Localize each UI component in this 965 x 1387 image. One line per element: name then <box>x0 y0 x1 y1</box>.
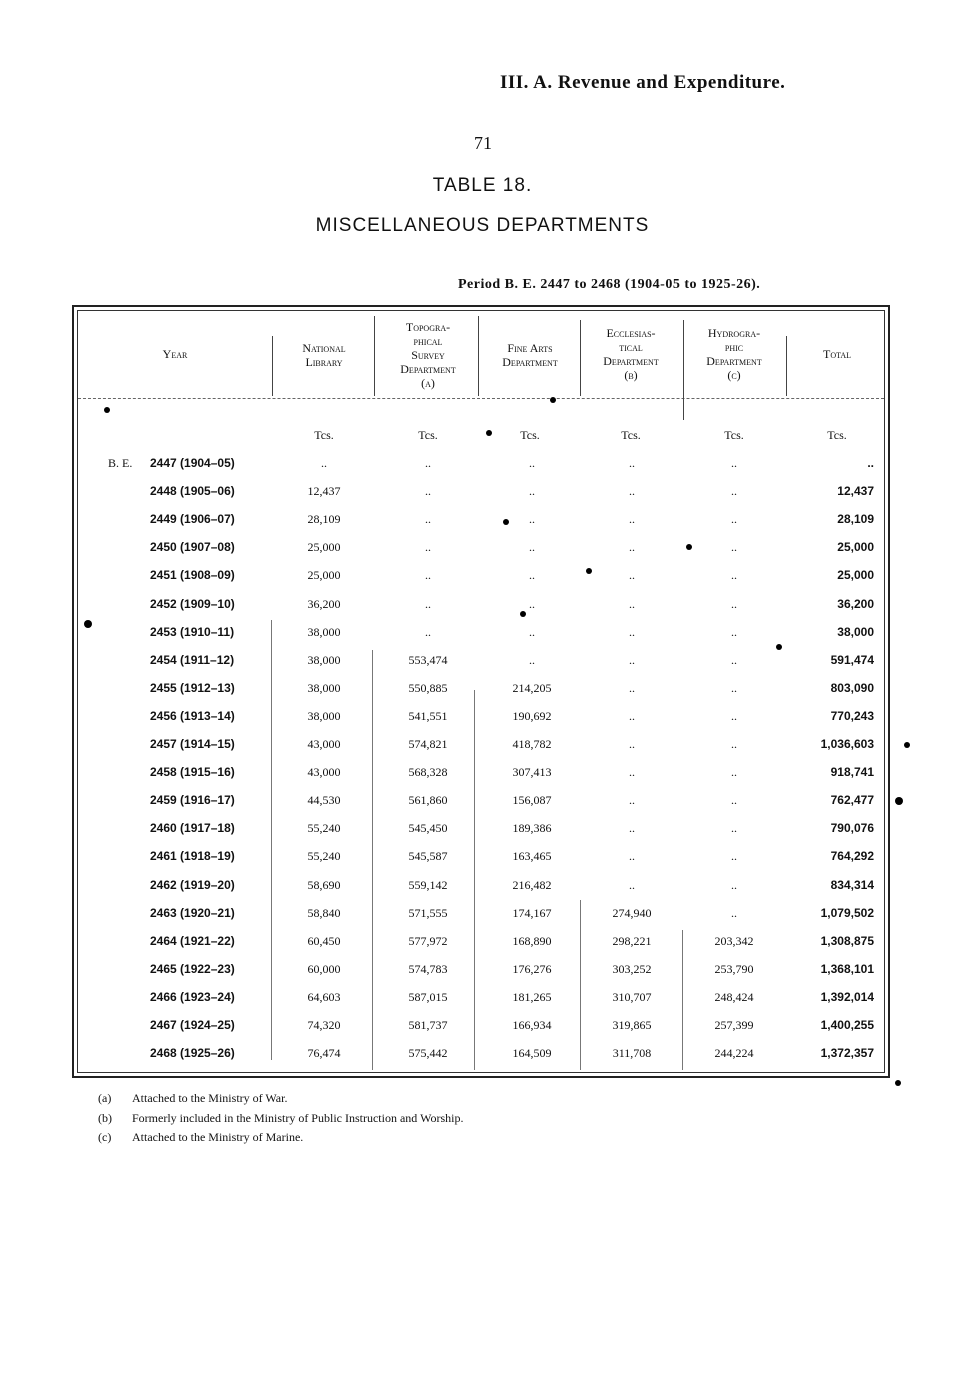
cell-total: 1,036,603 <box>820 737 874 751</box>
cell-fine-arts: 307,413 <box>512 765 552 779</box>
cell-library: 38,000 <box>307 625 341 639</box>
column-header-line: phic <box>724 340 744 354</box>
scan-speck <box>776 644 782 650</box>
unit-fine-arts: Tcs. <box>520 428 540 442</box>
cell-total: 25,000 <box>837 568 874 582</box>
cell-total: 38,000 <box>837 625 874 639</box>
cell-fine-arts: .. <box>529 625 535 639</box>
cell-library: 43,000 <box>307 765 341 779</box>
cell-library: 60,000 <box>307 962 341 976</box>
row-year: 2451 (1908–09) <box>150 568 235 582</box>
cell-hydro: .. <box>731 821 737 835</box>
footnote-c <box>98 1130 303 1145</box>
body-divider <box>682 930 683 1070</box>
cell-topo: 559,142 <box>408 878 448 892</box>
scan-speck <box>904 742 910 748</box>
cell-eccl: .. <box>629 568 635 582</box>
running-head: III. A. Revenue and Expenditure. <box>500 72 786 93</box>
cell-topo: .. <box>425 512 431 526</box>
cell-fine-arts: .. <box>529 484 535 498</box>
cell-eccl: .. <box>629 653 635 667</box>
row-year: 2455 (1912–13) <box>150 681 235 695</box>
cell-topo: .. <box>425 456 431 470</box>
cell-fine-arts: 164,509 <box>512 1046 552 1060</box>
cell-fine-arts: 166,934 <box>512 1018 552 1032</box>
body-divider <box>580 900 581 1070</box>
cell-total: 762,477 <box>830 793 874 807</box>
cell-eccl: .. <box>629 484 635 498</box>
cell-eccl: 310,707 <box>612 990 652 1004</box>
unit-total: Tcs. <box>827 428 847 442</box>
cell-eccl: .. <box>629 625 635 639</box>
column-header-hydrographic <box>684 326 784 382</box>
cell-eccl: 319,865 <box>612 1018 652 1032</box>
cell-hydro: .. <box>731 568 737 582</box>
cell-fine-arts: .. <box>529 456 535 470</box>
cell-fine-arts: 214,205 <box>512 681 552 695</box>
cell-topo: 571,555 <box>408 906 448 920</box>
cell-hydro: 203,342 <box>714 934 754 948</box>
cell-total: 12,437 <box>837 484 874 498</box>
cell-fine-arts: .. <box>529 512 535 526</box>
cell-library: 55,240 <box>307 849 341 863</box>
row-year: 2447 (1904–05) <box>150 456 235 470</box>
row-year: 2464 (1921–22) <box>150 934 235 948</box>
footnote-b <box>98 1111 463 1126</box>
cell-fine-arts: 176,276 <box>512 962 552 976</box>
cell-hydro: .. <box>731 709 737 723</box>
row-year: 2463 (1920–21) <box>150 906 235 920</box>
row-year: 2453 (1910–11) <box>150 625 235 639</box>
unit-ecclesiastical: Tcs. <box>621 428 641 442</box>
cell-topo: 550,885 <box>408 681 448 695</box>
cell-total: 790,076 <box>830 821 874 835</box>
cell-fine-arts: 216,482 <box>512 878 552 892</box>
cell-library: 64,603 <box>307 990 341 1004</box>
cell-eccl: .. <box>629 737 635 751</box>
cell-eccl: 303,252 <box>612 962 652 976</box>
cell-library: 38,000 <box>307 653 341 667</box>
cell-fine-arts: 168,890 <box>512 934 552 948</box>
cell-total: 1,368,101 <box>820 962 874 976</box>
cell-total: 28,109 <box>837 512 874 526</box>
cell-topo: .. <box>425 568 431 582</box>
scan-speck <box>550 397 556 403</box>
cell-library: 38,000 <box>307 709 341 723</box>
column-header-total <box>790 347 884 361</box>
column-header-line: tical <box>619 340 643 354</box>
scan-speck <box>520 611 526 617</box>
column-header-line: Year <box>162 347 188 361</box>
cell-library: 25,000 <box>307 568 341 582</box>
cell-hydro: .. <box>731 906 737 920</box>
header-rule <box>78 398 884 399</box>
cell-total: 770,243 <box>830 709 874 723</box>
cell-topo: 553,474 <box>408 653 448 667</box>
cell-library: .. <box>321 456 327 470</box>
cell-topo: .. <box>425 625 431 639</box>
cell-eccl: .. <box>629 793 635 807</box>
footnote-mark: (b) <box>98 1111 112 1125</box>
body-divider <box>474 690 475 1070</box>
cell-fine-arts: .. <box>529 540 535 554</box>
cell-total: 1,400,255 <box>820 1018 874 1032</box>
cell-fine-arts: 156,087 <box>512 793 552 807</box>
column-header-library <box>278 341 370 369</box>
cell-hydro: .. <box>731 484 737 498</box>
cell-library: 12,437 <box>307 484 341 498</box>
cell-eccl: .. <box>629 597 635 611</box>
footnote-mark: (c) <box>98 1130 112 1144</box>
cell-library: 43,000 <box>307 737 341 751</box>
cell-library: 74,320 <box>307 1018 341 1032</box>
cell-total: 1,079,502 <box>820 906 874 920</box>
column-header-line: phical <box>413 334 443 348</box>
cell-fine-arts: 190,692 <box>512 709 552 723</box>
column-header-line: Total <box>822 347 852 361</box>
header-divider <box>478 316 479 396</box>
cell-topo: 575,442 <box>408 1046 448 1060</box>
cell-library: 58,690 <box>307 878 341 892</box>
page-number: 71 <box>474 133 492 153</box>
footnote-mark: (a) <box>98 1091 112 1105</box>
scan-speck <box>895 797 903 805</box>
footnote-text: Attached to the Ministry of War. <box>132 1091 288 1105</box>
scan-speck <box>503 519 509 525</box>
cell-fine-arts: .. <box>529 568 535 582</box>
column-header-line: Survey <box>411 348 445 362</box>
header-divider <box>683 320 684 420</box>
table-number: TABLE 18. <box>432 175 533 196</box>
cell-fine-arts: .. <box>529 653 535 667</box>
cell-total: 36,200 <box>837 597 874 611</box>
cell-eccl: .. <box>629 540 635 554</box>
cell-eccl: 274,940 <box>612 906 652 920</box>
cell-eccl: .. <box>629 681 635 695</box>
row-year: 2460 (1917–18) <box>150 821 235 835</box>
row-year: 2462 (1919–20) <box>150 878 235 892</box>
cell-eccl: 298,221 <box>612 934 652 948</box>
cell-eccl: .. <box>629 512 635 526</box>
cell-hydro: .. <box>731 597 737 611</box>
header-divider <box>786 336 787 396</box>
cell-eccl: .. <box>629 821 635 835</box>
row-year: 2468 (1925–26) <box>150 1046 235 1060</box>
row-year: 2454 (1911–12) <box>150 653 235 667</box>
column-header-line: Library <box>305 355 343 369</box>
cell-topo: 577,972 <box>408 934 448 948</box>
row-year: 2452 (1909–10) <box>150 597 235 611</box>
cell-eccl: 311,708 <box>612 1046 652 1060</box>
unit-topographical: Tcs. <box>418 428 438 442</box>
row-year: 2448 (1905–06) <box>150 484 235 498</box>
cell-total: 1,372,357 <box>820 1046 874 1060</box>
row-year: 2466 (1923–24) <box>150 990 235 1004</box>
unit-library: Tcs. <box>314 428 334 442</box>
cell-topo: 587,015 <box>408 990 448 1004</box>
body-divider <box>372 650 373 1070</box>
cell-hydro: .. <box>731 653 737 667</box>
row-year: 2449 (1906–07) <box>150 512 235 526</box>
row-year: 2456 (1913–14) <box>150 709 235 723</box>
cell-eccl: .. <box>629 849 635 863</box>
cell-total: .. <box>867 456 874 470</box>
period-line: Period B. E. 2447 to 2468 (1904-05 to 1925-26). <box>458 277 761 292</box>
cell-total: 803,090 <box>830 681 874 695</box>
cell-topo: 545,587 <box>408 849 448 863</box>
table-title: MISCELLANEOUS DEPARTMENTS <box>315 215 650 236</box>
row-year: 2465 (1922–23) <box>150 962 235 976</box>
row-year: 2461 (1918–19) <box>150 849 235 863</box>
cell-topo: 581,737 <box>408 1018 448 1032</box>
cell-library: 38,000 <box>307 681 341 695</box>
column-header-topographical <box>376 320 480 390</box>
header-divider <box>580 320 581 396</box>
column-header-line: Topogra- <box>405 320 451 334</box>
column-header-line: Fine Arts <box>507 341 553 355</box>
column-header-line: Ecclesias- <box>606 326 656 340</box>
column-header-fine-arts <box>480 341 580 369</box>
scan-speck <box>104 407 110 413</box>
column-header-line: Hydrogra- <box>707 326 761 340</box>
cell-topo: .. <box>425 597 431 611</box>
cell-eccl: .. <box>629 765 635 779</box>
row-year: 2458 (1915–16) <box>150 765 235 779</box>
cell-topo: 541,551 <box>408 709 448 723</box>
footnote-text: Attached to the Ministry of Marine. <box>132 1130 304 1144</box>
column-header-line: (c) <box>727 368 741 382</box>
cell-total: 918,741 <box>830 765 874 779</box>
header-divider <box>272 336 273 396</box>
cell-hydro: 244,224 <box>714 1046 754 1060</box>
cell-library: 25,000 <box>307 540 341 554</box>
cell-total: 25,000 <box>837 540 874 554</box>
column-header-line: Department <box>502 355 558 369</box>
cell-hydro: .. <box>731 512 737 526</box>
cell-eccl: .. <box>629 709 635 723</box>
cell-total: 834,314 <box>830 878 874 892</box>
header-divider <box>374 316 375 396</box>
cell-topo: 574,821 <box>408 737 448 751</box>
column-header-year <box>110 347 240 361</box>
row-year: 2450 (1907–08) <box>150 540 235 554</box>
scan-speck <box>84 620 92 628</box>
cell-hydro: .. <box>731 878 737 892</box>
cell-library: 28,109 <box>307 512 341 526</box>
cell-hydro: .. <box>731 793 737 807</box>
be-prefix: B. E. <box>108 456 133 470</box>
footnote-text: Formerly included in the Ministry of Public Instruction and Worship. <box>132 1111 464 1125</box>
cell-fine-arts: 174,167 <box>512 906 552 920</box>
row-year: 2467 (1924–25) <box>150 1018 235 1032</box>
cell-fine-arts: .. <box>529 597 535 611</box>
cell-hydro: .. <box>731 681 737 695</box>
cell-hydro: .. <box>731 456 737 470</box>
column-header-line: Department <box>400 362 456 376</box>
cell-total: 764,292 <box>830 849 874 863</box>
cell-fine-arts: 418,782 <box>512 737 552 751</box>
cell-hydro: 253,790 <box>714 962 754 976</box>
column-header-line: (a) <box>421 376 435 390</box>
footnote-a <box>98 1091 287 1106</box>
cell-library: 44,530 <box>307 793 341 807</box>
cell-library: 55,240 <box>307 821 341 835</box>
scan-speck <box>895 1080 901 1086</box>
column-header-line: National <box>302 341 346 355</box>
cell-library: 36,200 <box>307 597 341 611</box>
cell-topo: .. <box>425 540 431 554</box>
cell-fine-arts: 189,386 <box>512 821 552 835</box>
cell-library: 76,474 <box>307 1046 341 1060</box>
cell-topo: .. <box>425 484 431 498</box>
cell-hydro: 257,399 <box>714 1018 754 1032</box>
column-header-ecclesiastical <box>582 326 680 382</box>
cell-hydro: .. <box>731 540 737 554</box>
cell-topo: 561,860 <box>408 793 448 807</box>
cell-topo: 545,450 <box>408 821 448 835</box>
cell-total: 1,308,875 <box>820 934 874 948</box>
column-header-line: (b) <box>624 368 638 382</box>
cell-hydro: .. <box>731 625 737 639</box>
column-header-line: Department <box>603 354 659 368</box>
scan-speck <box>586 568 592 574</box>
cell-topo: 574,783 <box>408 962 448 976</box>
row-year: 2459 (1916–17) <box>150 793 235 807</box>
body-divider <box>271 620 272 1060</box>
cell-topo: 568,328 <box>408 765 448 779</box>
cell-hydro: .. <box>731 737 737 751</box>
cell-fine-arts: 181,265 <box>512 990 552 1004</box>
row-year: 2457 (1914–15) <box>150 737 235 751</box>
scan-speck <box>686 544 692 550</box>
scan-speck <box>486 430 492 436</box>
column-header-line: Department <box>706 354 762 368</box>
cell-total: 591,474 <box>830 653 874 667</box>
cell-hydro: 248,424 <box>714 990 754 1004</box>
unit-hydrographic: Tcs. <box>724 428 744 442</box>
cell-library: 58,840 <box>307 906 341 920</box>
cell-fine-arts: 163,465 <box>512 849 552 863</box>
cell-hydro: .. <box>731 849 737 863</box>
cell-total: 1,392,014 <box>820 990 874 1004</box>
cell-library: 60,450 <box>307 934 341 948</box>
cell-eccl: .. <box>629 878 635 892</box>
cell-eccl: .. <box>629 456 635 470</box>
cell-hydro: .. <box>731 765 737 779</box>
